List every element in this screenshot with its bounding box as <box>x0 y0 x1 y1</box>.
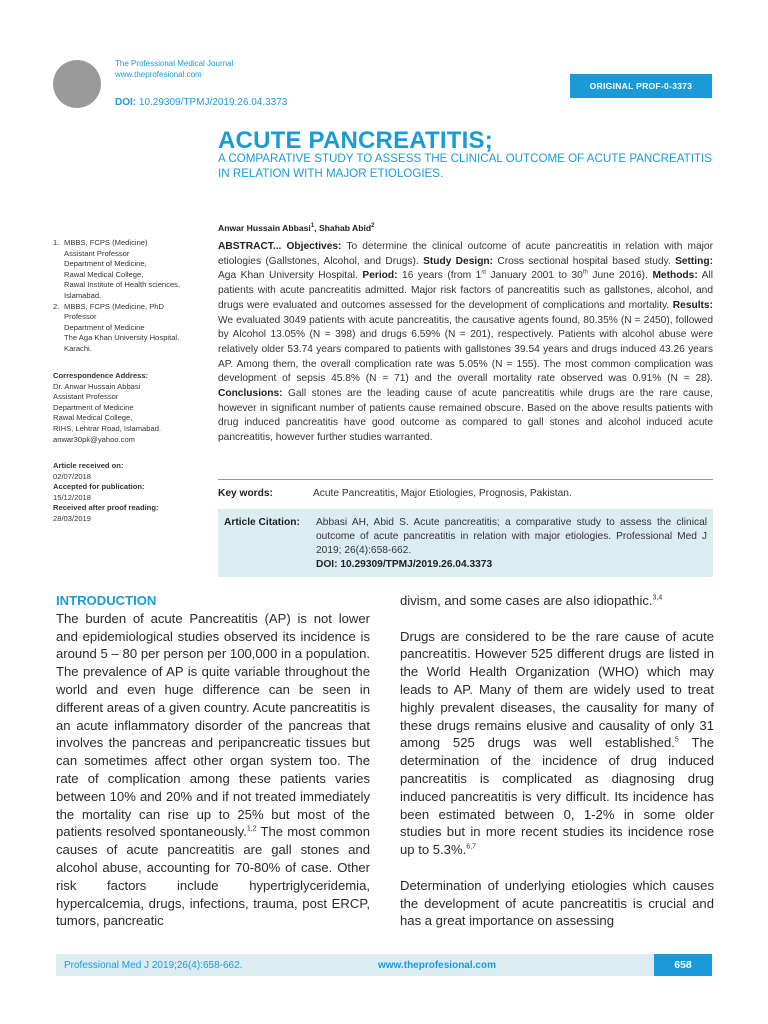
author-name: Shahab Abid <box>318 223 372 233</box>
body-paragraph <box>56 610 370 930</box>
abstract-period: June 2016). <box>587 270 653 282</box>
abstract-period: 16 years (from 1 <box>397 270 482 282</box>
affiliation-line: Rawal Institute of Health sciences, <box>64 280 181 290</box>
doi-line <box>115 97 287 108</box>
body-text: Drugs are considered to be the rare cause of acute pancreatitis. However 525 different drugs are listed in the World Health Organization (WHO) which may leads to AP. Many of them are widely used to treat highly prevalent diseases, the causality for many of these drugs remains elusive and causality of only 31 among 525 drugs was well established. <box>400 628 714 751</box>
journal-header <box>115 58 233 80</box>
keywords-divider <box>218 479 713 480</box>
body-text: The burden of acute Pancreatitis (AP) is not lower and epidemiological studies observed its incidence is around 5 – 80 per person per 100,000 in a population. The prevalence of AP is quite variable throughout the world and even huge difference can be seen in different areas of a given country. Acute pancreatitis is an acute inflammatory disorder of the pancreas that involves the pancreas and peripancreatic tissues but can sometimes affect other organ system too. The rate of complication among these patients varies between 10% and 20% and if not treated immediately the mortality can rise up to 25% but most of the patients resolved spontaneously. <box>56 610 370 840</box>
correspondence-email[interactable]: anwar30pk@yahoo.com <box>53 434 136 444</box>
footer-citation: Professional Med J 2019;26(4):658-662. <box>64 959 243 971</box>
affiliation-line: MBBS, FCPS (Medicine) <box>64 238 148 247</box>
correspondence-line: Department of Medicine <box>53 402 134 412</box>
body-text: The determination of the incidence of drug induced pancreatitis is complicated as diagnosing drug induced pancreatitis is very difficult. Its incidence has been estimated between 0, 1-2% in some older studies but in more recent studies its incidence rose up to 5.3%. <box>400 735 715 858</box>
author-affiliation-mark: 2 <box>371 223 375 230</box>
article-type-badge: ORIGINAL PROF-0-3373 <box>570 74 712 98</box>
affiliation-line: Rawal Medical College, <box>64 269 144 279</box>
affiliation-line: MBBS, FCPS (Medicine, PhD <box>64 301 165 311</box>
body-paragraph <box>400 877 714 930</box>
affiliation-line: The Aga Khan University Hospital, <box>64 333 180 343</box>
article-title: ACUTE PANCREATITIS; <box>218 127 493 154</box>
author-name: Anwar Hussain Abbasi <box>218 223 311 233</box>
correspondence-line: RIHS, Lehtrar Road, Islamabad. <box>53 423 162 433</box>
abstract-design-label: Study Design: <box>423 255 494 267</box>
received-label: Article received on: <box>53 461 124 470</box>
correspondence-heading: Correspondence Address: <box>53 371 149 380</box>
keywords-value: Acute Pancreatitis, Major Etiologies, Prognosis, Pakistan. <box>313 488 572 499</box>
citation-ref: 6,7 <box>466 843 476 851</box>
body-paragraph <box>400 628 714 859</box>
abstract <box>218 240 713 446</box>
abstract-objectives: To determine the clinical outcome of acute pancreatitis in relation with major etiologies (Gallstones, Alcohol, and Drugs). <box>218 241 713 267</box>
citation-ref: 1,2 <box>246 826 257 833</box>
body-text: The most common causes of acute pancreatitis are gall stones and alcohol abuse, accounting for 70-80% of case. Other risk factors include hypertriglyceridemia, hypercalcemia, drugs, infections, trauma, post ERCP, tumors, pancreatic <box>56 824 370 929</box>
page-number: 658 <box>654 954 712 976</box>
abstract-conclusions: Gall stones are the leading cause of acute pancreatitis while drugs are the rare cause, however in significant number of patients cause remained obscure. Based on the above results patients with drug induced pancreatitis have good outcome as compared to gall stones and alcohol induced acute pancreatitis, however further studies warranted. <box>218 388 713 444</box>
citation-label: Article Citation: <box>224 517 300 528</box>
superscript: st <box>481 270 486 277</box>
section-heading-introduction: INTRODUCTION <box>56 593 157 608</box>
affiliation-number: 2. <box>53 301 60 311</box>
affiliation-line: Department of Medicine, <box>64 259 147 269</box>
citation-ref: 5 <box>674 737 679 745</box>
body-text: Determination of underlying etiologies which causes the development of acute pancreatitis is crucial and has a great importance on assessing <box>400 877 714 929</box>
body-column-left <box>56 592 370 930</box>
abstract-results: We evaluated 3049 patients with acute pancreatitis, the causative agents found, 80.35% (N = 2450), followed by Alcohol 13.05% (N = 398) and drugs 6.59% (N = 201), respectively. Patients with alcohol abuse were relatively older 53.74 years compared to patients with gallstones 39.54 years and drugs induced 43.26 years AP. Among them, the overall complication rate was 5.05% (N = 155). The most common complication was development of sepsis 45.8% (N = 71) and the overall mortality rate observed was 0.91% (N = 28). <box>218 314 713 385</box>
body-column-right <box>400 592 714 930</box>
footer-website-link[interactable]: www.theprofesional.com <box>378 959 496 971</box>
keywords <box>218 488 713 499</box>
article-dates <box>53 461 208 525</box>
correspondence-line: Dr. Anwar Hussain Abbasi <box>53 381 141 391</box>
abstract-results-label: Results: <box>672 299 713 311</box>
keywords-label: Key words: <box>218 488 273 499</box>
affiliation-line: Professor <box>64 312 97 322</box>
article-citation-box <box>218 509 713 577</box>
correspondence-line: Rawal Medical College, <box>53 413 133 423</box>
affiliation-number: 1. <box>53 238 60 247</box>
abstract-setting-label: Setting: <box>675 255 713 267</box>
accepted-date: 15/12/2018 <box>53 492 92 502</box>
affiliation-line: Assistant Professor <box>64 248 130 258</box>
author-affiliation-mark: 1 <box>310 223 315 230</box>
received-date: 02/07/2018 <box>53 471 92 481</box>
abstract-methods-label: Methods: <box>652 270 698 282</box>
body-text: divism, and some cases are also idiopathic. <box>400 593 653 608</box>
doi-label: DOI: <box>115 97 137 108</box>
journal-logo <box>53 60 101 108</box>
abstract-conclusions-label: Conclusions: <box>218 388 283 400</box>
affiliation-line: Islamabad. <box>64 290 102 300</box>
abstract-period: January 2001 to 30 <box>485 270 583 282</box>
superscript: th <box>582 270 588 277</box>
proof-label: Received after proof reading: <box>53 503 159 513</box>
abstract-setting: Aga Khan University Hospital. <box>218 270 363 282</box>
abstract-objectives-label: ABSTRACT... Objectives: <box>218 241 342 252</box>
proof-date: 28/03/2019 <box>53 513 92 523</box>
affiliation-item <box>53 238 208 302</box>
doi-link[interactable]: 10.29309/TPMJ/2019.26.04.3373 <box>138 97 288 108</box>
correspondence-address <box>53 371 208 445</box>
author-separator: , <box>314 223 319 233</box>
body-paragraph <box>400 592 714 610</box>
article-subtitle: A COMPARATIVE STUDY TO ASSESS THE CLINICAL OUTCOME OF ACUTE PANCREATITIS IN RELATION WITH MAJOR ETIOLOGIES. <box>218 152 712 180</box>
citation-text: Abbasi AH, Abid S. Acute pancreatitis; a comparative study to assess the clinical outcome of acute pancreatitis in relation with major etiologies. Professional Med J 2019; 26(4):658-662. <box>316 517 707 556</box>
affiliations <box>53 238 208 355</box>
citation-doi[interactable]: DOI: 10.29309/TPMJ/2019.26.04.3373 <box>316 559 493 570</box>
abstract-methods: All patients with acute pancreatitis admitted. Major risk factors of pancreatitis such as gallstones, alcohol, and drugs were evaluated and outcomes assessed for the development of complications and mortality. <box>218 270 714 311</box>
author-line <box>218 223 374 233</box>
abstract-period-label: Period: <box>362 270 398 282</box>
citation-ref: 3,4 <box>652 594 663 602</box>
page-footer <box>56 954 712 976</box>
journal-website-link[interactable]: www.theprofesional.com <box>115 70 202 79</box>
affiliation-line: Karachi. <box>64 343 92 353</box>
correspondence-line: Assistant Professor <box>53 392 119 402</box>
journal-name: The Professional Medical Journal <box>115 59 234 68</box>
affiliation-item <box>53 302 208 355</box>
abstract-design: Cross sectional hospital based study. <box>493 255 676 267</box>
affiliation-line: Department of Medicine <box>64 322 145 332</box>
accepted-label: Accepted for publication: <box>53 482 145 492</box>
